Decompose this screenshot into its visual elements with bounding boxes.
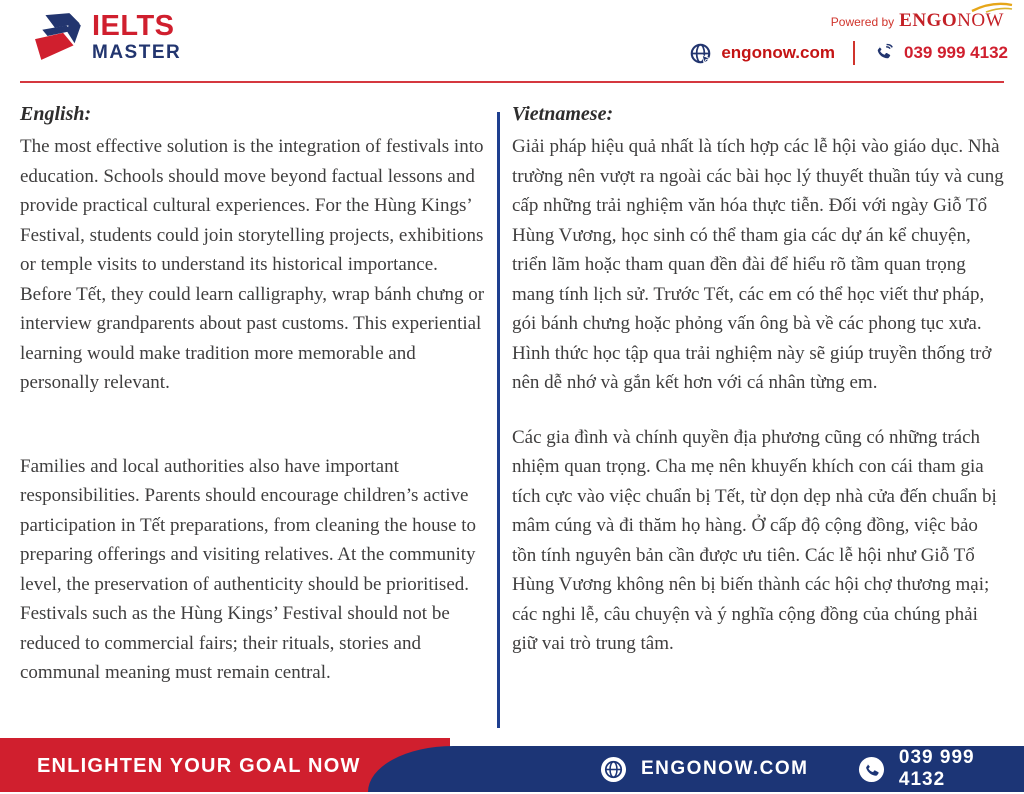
vietnamese-paragraph-1: Giải pháp hiệu quả nhất là tích hợp các lễ hội vào giáo dục. Nhà trường nên vượt ra ngoài các bài học lý thuyết thuần túy và cung cấp những trải nghiệm văn hóa thực tiễn. Đối với ngày Giỗ Tổ Hùng Vương, học sinh có thể tham gia các dự án kể chuyện, triển lãm hoặc tham quan đền đài để hiểu rõ tầm quan trọng mang tính lịch sử. Trước Tết, các em có thể học viết thư pháp, gói bánh chưng hoặc phỏng vấn ông bà về các phong tục xưa. Hình thức học tập qua trải nghiệm này sẽ giúp truyền thống trở nên dễ nhớ và gắn kết hơn với cá nhân từng em. [512, 136, 1004, 393]
english-paragraph-1: The most effective solution is the integration of festivals into education. Schools should move beyond factual lessons and provide practical cultural experiences. For the Hùng Kings’ Festival, students could join storytelling projects, exhibitions or temple visits to understand its historical importance. Before Tết, they could learn calligraphy, wrap bánh chưng or interview grandparents about past customs. This experiential learning would make tradition more memorable and personally relevant. [20, 136, 485, 393]
contact-divider [853, 41, 855, 65]
logo-line2: MASTER [92, 42, 182, 63]
footer-contact-band [368, 746, 1024, 792]
column-divider [497, 112, 500, 728]
english-column [20, 100, 492, 688]
footer-website-text: ENGONOW.COM [641, 758, 809, 779]
website-text: engonow.com [721, 43, 835, 62]
footer-contact [600, 746, 1024, 792]
globe-circle-icon [600, 756, 627, 783]
brand-light: NOW [957, 10, 1004, 31]
brand-bold: ENGO [899, 10, 958, 31]
phone-icon [873, 43, 894, 64]
header-rule [20, 81, 1004, 83]
english-paragraph-2: Families and local authorities also have important responsibilities. Parents should encourage children’s active participation in Tết preparations, from cleaning the house to preparing offerings and visiting relatives. At the community level, the preservation of authenticity should be prioritised. Festivals such as the Hùng Kings’ Festival should not be reduced to commercial fairs; their rituals, stories and communal meaning must remain central. [20, 455, 477, 683]
powered-by-label: Powered by [830, 15, 895, 29]
ielts-master-logo [34, 12, 181, 62]
phone-text: 039 999 4132 [904, 43, 1008, 62]
logo-wordmark [92, 12, 181, 62]
phone-circle-icon [858, 756, 885, 783]
vietnamese-heading: Vietnamese: [512, 103, 614, 125]
header-contact [690, 41, 1008, 65]
powered-by [831, 10, 1008, 32]
english-heading: English: [20, 103, 92, 125]
footer-slogan-text: ENLIGHTEN YOUR GOAL NOW [37, 755, 361, 777]
header [0, 0, 1024, 84]
globe-icon [690, 43, 711, 64]
header-right [690, 10, 1008, 65]
logo-line1: IELTS [92, 10, 175, 42]
swoosh-icon [970, 0, 1014, 19]
vietnamese-paragraph-2: Các gia đình và chính quyền địa phương cũng có những trách nhiệm quan trọng. Cha mẹ nên khuyến khích con cái tham gia tích cực vào việc chuẩn bị Tết, từ dọn dẹp nhà cửa đến chuẩn bị mâm cúng và đi thăm họ hàng. Ở cấp độ cộng đồng, việc bảo tồn tính nguyên bản cần được ưu tiên. Các lễ hội như Giỗ Tổ Hùng Vương không nên bị biến thành các hội chợ thương mại; các nghi lễ, câu chuyện và ý nghĩa cộng đồng của chúng phải giữ vai trò trung tâm. [512, 426, 997, 654]
vietnamese-column [512, 100, 1006, 659]
book-stack-icon [34, 13, 86, 61]
footer-phone-text: 039 999 4132 [898, 747, 975, 790]
